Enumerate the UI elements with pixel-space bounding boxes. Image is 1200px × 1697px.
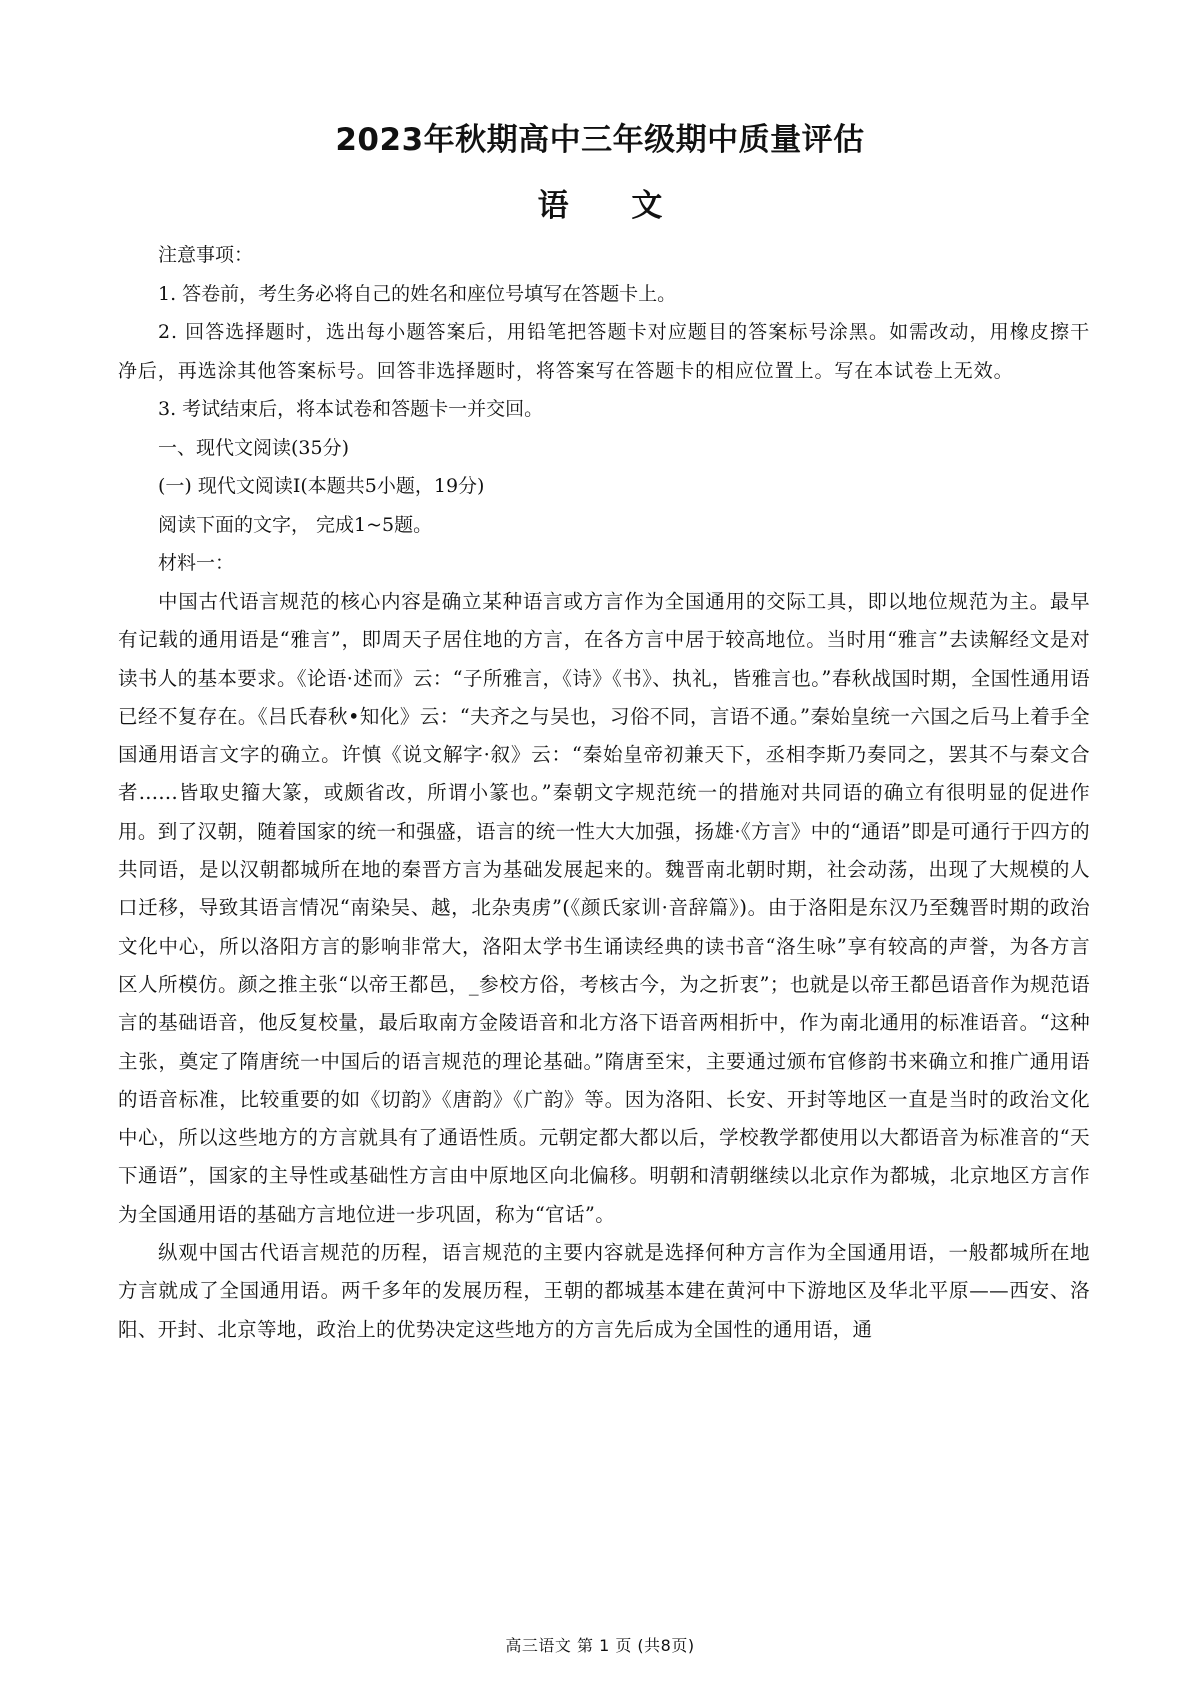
section-subtitle: (一) 现代文阅读Ⅰ(本题共5小题，19分): [158, 475, 485, 498]
notice-item-3: 3. 考试结束后，将本试卷和答题卡一并交回。: [158, 398, 544, 420]
notice-item-2: 2. 回答选择题时，选出每小题答案后，用铅笔把答题卡对应题目的答案标号涂黑。如需改动，用橡皮擦干净后，再选涂其他答案标号。回答非选择题时，将答案写在答题卡的相应位置上。写在本试卷上无效。: [118, 321, 1090, 382]
notice-item-1: 1. 答卷前，考生务必将自己的姓名和座位号填写在答题卡上。: [158, 282, 677, 305]
material-label: 材料一：: [158, 552, 235, 575]
page-footer: 高三语文 第 1 页 (共8页): [505, 1636, 695, 1655]
notice-heading: 注意事项：: [158, 244, 254, 266]
subject-title: 语 文: [537, 188, 689, 224]
passage-paragraph: 中国古代语言规范的核心内容是确立某种语言或方言作为全国通用的交际工具，即以地位规范为主。最早有记载的通用语是“雅言”，即周天子居住地的方言，在各方言中居于较高地位。当时用“雅言”去读解经文是对读书人的基本要求。《论语·述而》云：“子所雅言，《诗》《书》、执礼，皆雅言也。”春秋战国时期，全国性通用语已经不复存在。《吕氏春秋•知化》云：“夫齐之与吴也，习俗不同，言语不通。”秦始皇统一六国之后马上着手全国通用语言文字的确立。许慎《说文解字·叙》云：“秦始皇帝初兼天下，丞相李斯乃奏同之，罢其不与秦文合者......皆取史籀大篆，或颇省改，所谓小篆也。”秦朝文字规范统一的措施对共同语的确立有很明显的促进作用。到了汉朝，随着国家的统一和强盛，语言的统一性大大加强，扬雄·《方言》中的“通语”即是可通行于四方的共同语，是以汉朝都城所在地的秦晋方言为基础发展起来的。魏晋南北朝时期，社会动荡，出现了大规模的人口迁移，导致其语言情况“南染吴、越，北杂夷虏”(《颜氏家训·音辞篇》)。由于洛阳是东汉乃至魏晋时期的政治文化中心，所以洛阳方言的影响非常大，洛阳太学书生诵读经典的读书音“洛生咏”享有较高的声誉，为各方言区人所模仿。颜之推主张“以帝王都邑，_参校方俗，考核古今，为之折衷”；也就是以帝王都邑语音作为规范语言的基础语音，他反复校量，最后取南方金陵语音和北方洛下语音两相折中，作为南北通用的标准语音。“这种主张，奠定了隋唐统一中国后的语言规范的理论基础。”隋唐至宋，主要通过颁布官修韵书来确立和推广通用语的语音标准，比较重要的如《切韵》《唐韵》《广韵》等。因为洛阳、长安、开封等地区一直是当时的政治文化中心，所以这些地方的方言就具有了通语性质。元朝定都大都以后，学校教学都使用以大都语音为标准音的“天下通语”，国家的主导性或基础性方言由中原地区向北偏移。明朝和清朝继续以北京作为都城，北京地区方言作为全国通用语的基础方言地位进一步巩固，称为“官话”。: [118, 589, 1090, 1226]
section-title: 一、现代文阅读(35分): [158, 436, 350, 459]
page-body: [118, 236, 1090, 1349]
exam-title: 2023年秋期高中三年级期中质量评估: [335, 122, 865, 158]
reading-instruction: 阅读下面的文字， 完成1~5题。: [158, 513, 433, 536]
passage-paragraph: 纵观中国古代语言规范的历程，语言规范的主要内容就是选择何种方言作为全国通用语，一般都城所在地方言就成了全国通用语。两千多年的发展历程，王朝的都城基本建在黄河中下游地区及华北平原——西安、洛阳、开封、北京等地，政治上的优势决定这些地方的方言先后成为全国性的通用语，通: [118, 1241, 1090, 1341]
